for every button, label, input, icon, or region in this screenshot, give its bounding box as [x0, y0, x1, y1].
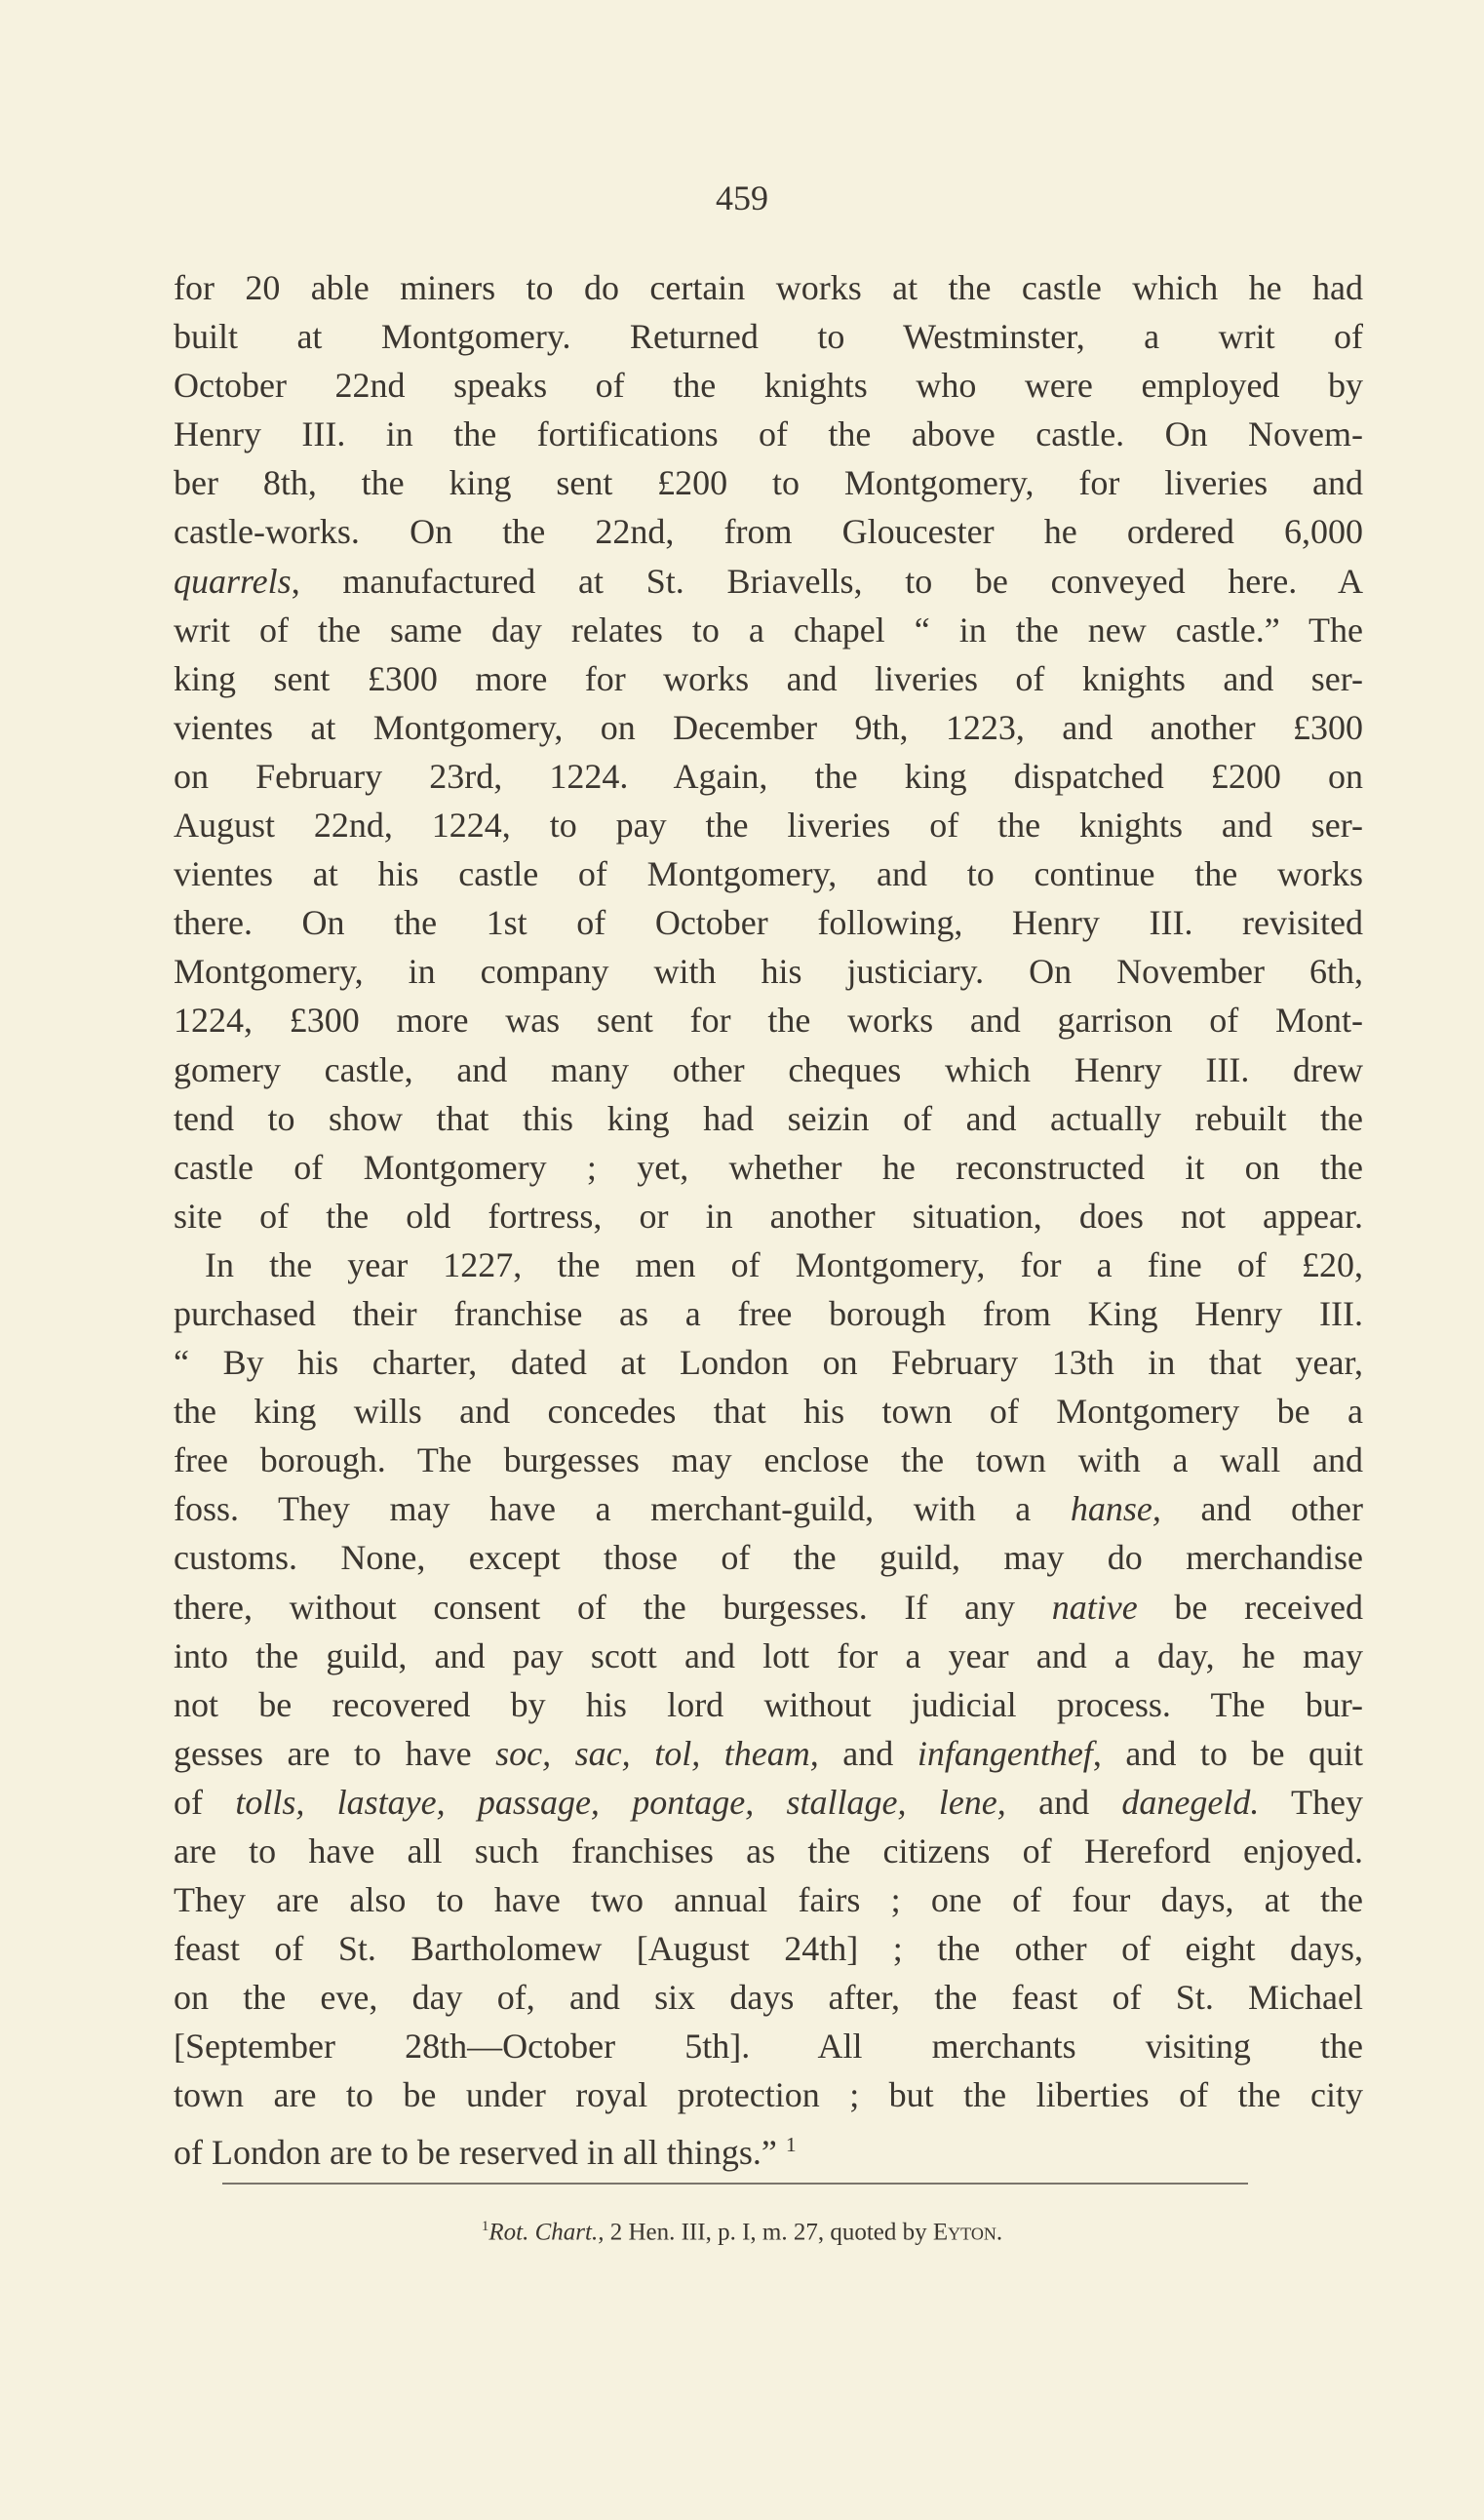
text-line	[174, 849, 1363, 898]
text-segment: vientes at his castle of Montgomery, and to continue the works	[174, 854, 1363, 894]
body-text	[174, 263, 1364, 2172]
text-segment: October 22nd speaks of the knights who were employed by	[174, 366, 1363, 406]
text-segment: free borough. The burgesses may enclose the town with a wall and	[174, 1440, 1363, 1480]
text-segment: vientes at Montgomery, on December 9th, 1223, and another £300	[174, 707, 1363, 747]
text-segment: on February 23rd, 1224. Again, the king dispatched £200 on	[174, 756, 1363, 796]
text-line	[174, 1973, 1363, 2022]
text-line	[174, 1143, 1363, 1192]
text-segment: and	[1005, 1782, 1122, 1822]
text-line	[174, 1289, 1363, 1338]
footnote-reference[interactable]: 1	[785, 2132, 797, 2156]
text-segment: Henry III. in the fortifications of the above castle. On Novem-	[174, 414, 1363, 454]
text-segment: there. On the 1st of October following, Henry III. revisited	[174, 903, 1363, 943]
text-line	[174, 1778, 1363, 1827]
text-segment: king sent £300 more for works and liveries of knights and ser-	[174, 658, 1363, 698]
italic-term: soc, sac, tol, theam,	[495, 1733, 819, 1773]
text-line	[174, 752, 1363, 801]
text-segment: and other	[1160, 1489, 1363, 1529]
text-segment: there, without consent of the burgesses. If any	[174, 1587, 1052, 1627]
text-line	[174, 2070, 1363, 2119]
text-line	[174, 458, 1363, 507]
italic-term: tolls, lastaye, passage, pontage, stallage, lene,	[235, 1782, 1006, 1822]
text-line	[174, 1094, 1363, 1143]
text-segment: tend to show that this king had seizin of and actually rebuilt the	[174, 1098, 1363, 1138]
text-segment: In the year 1227, the men of Montgomery, for a fine of £20,	[205, 1244, 1363, 1284]
text-segment: and	[818, 1733, 918, 1773]
text-line	[174, 361, 1363, 410]
italic-term: infangenthef	[917, 1733, 1093, 1773]
text-segment: gesses are to have	[174, 1733, 496, 1773]
text-segment: ber 8th, the king sent £200 to Montgomery, for liveries and	[174, 463, 1363, 503]
text-line	[174, 1729, 1363, 1778]
text-line	[174, 2022, 1363, 2070]
text-line	[174, 1484, 1363, 1533]
text-segment: , manufactured at St. Briavells, to be conveyed here. A	[291, 561, 1363, 601]
text-segment: on the eve, day of, and six days after, the feast of St. Michael	[174, 1978, 1363, 2018]
text-segment: castle of Montgomery ; yet, whether he reconstructed it on the	[174, 1147, 1363, 1187]
text-line	[174, 557, 1363, 606]
text-line	[174, 1924, 1363, 1973]
footnote-marker: 1	[481, 2219, 489, 2234]
text-line	[174, 312, 1363, 361]
text-segment: not be recovered by his lord without judicial process. The bur-	[174, 1684, 1363, 1724]
italic-term: danegeld.	[1121, 1782, 1260, 1822]
text-segment: foss. They may have a merchant-guild, with a	[174, 1489, 1071, 1529]
text-segment: of London are to be reserved in all things.”	[174, 2132, 786, 2172]
text-line	[174, 703, 1363, 752]
text-line	[174, 947, 1363, 996]
page-number: 459	[716, 178, 768, 217]
text-segment: the king wills and concedes that his town of Montgomery be a	[174, 1392, 1363, 1432]
footnote-author: Eyton.	[932, 2219, 1003, 2246]
text-line	[174, 1632, 1363, 1680]
text-segment: [September 28th—October 5th]. All merchants visiting the	[174, 2027, 1363, 2067]
text-line	[174, 2120, 1363, 2172]
text-segment: are to have all such franchises as the citizens of Hereford enjoyed.	[174, 1831, 1363, 1870]
text-segment: gomery castle, and many other cheques which Henry III. drew	[174, 1049, 1363, 1089]
text-line	[174, 801, 1363, 849]
text-line	[174, 1533, 1363, 1582]
text-segment: purchased their franchise as a free borough from King Henry III.	[174, 1293, 1363, 1333]
text-segment: built at Montgomery. Returned to Westminster, a writ of	[174, 317, 1363, 357]
text-segment: feast of St. Bartholomew [August 24th] ; the other of eight days,	[174, 1929, 1363, 1969]
text-segment: town are to be under royal protection ; but the liberties of the city	[174, 2075, 1363, 2115]
text-line	[174, 1240, 1363, 1289]
footnote-divider	[222, 2183, 1248, 2185]
text-segment: 1224, £300 more was sent for the works and garrison of Mont-	[174, 1001, 1363, 1041]
text-line	[174, 1436, 1363, 1484]
text-line	[174, 606, 1363, 654]
text-segment: Montgomery, in company with his justiciary. On November 6th,	[174, 952, 1363, 992]
text-line	[174, 1875, 1363, 1924]
text-segment: be received	[1137, 1587, 1363, 1627]
text-line	[174, 1387, 1363, 1436]
text-line	[174, 1338, 1363, 1387]
text-line	[174, 1827, 1363, 1875]
text-segment: for 20 able miners to do certain works at the castle which he had	[174, 268, 1363, 307]
text-segment: of	[174, 1782, 236, 1822]
text-line	[174, 263, 1363, 312]
text-segment: writ of the same day relates to a chapel “ in the new castle.” The	[174, 610, 1363, 650]
text-segment: site of the old fortress, or in another situation, does not appear.	[174, 1196, 1363, 1236]
text-segment: August 22nd, 1224, to pay the liveries of the knights and ser-	[174, 806, 1363, 846]
text-line	[174, 507, 1363, 556]
text-line	[174, 996, 1363, 1044]
footnote-source: Rot. Chart.,	[488, 2219, 605, 2246]
text-line	[174, 1192, 1363, 1240]
italic-term: hanse,	[1070, 1489, 1161, 1529]
footnote-citation: 2 Hen. III, p. I, m. 27, quoted by	[604, 2219, 933, 2246]
text-segment: castle-works. On the 22nd, from Gloucester he ordered 6,000	[174, 512, 1363, 552]
italic-term: quarrels	[174, 561, 292, 601]
text-segment: into the guild, and pay scott and lott for a year and a day, he may	[174, 1635, 1363, 1675]
text-line	[174, 898, 1363, 947]
text-segment: “ By his charter, dated at London on February 13th in that year,	[174, 1343, 1363, 1383]
text-segment: They are also to have two annual fairs ; one of four days, at the	[174, 1880, 1363, 1920]
text-segment: customs. None, except those of the guild, may do merchandise	[174, 1538, 1363, 1578]
text-line	[174, 654, 1363, 703]
text-segment: , and to be quit	[1092, 1733, 1363, 1773]
text-line	[174, 410, 1363, 458]
text-segment: They	[1259, 1782, 1364, 1822]
italic-term: native	[1051, 1587, 1138, 1627]
text-line	[174, 1680, 1363, 1729]
text-line	[174, 1583, 1363, 1632]
text-line	[174, 1045, 1363, 1094]
footnote	[0, 2219, 1484, 2246]
